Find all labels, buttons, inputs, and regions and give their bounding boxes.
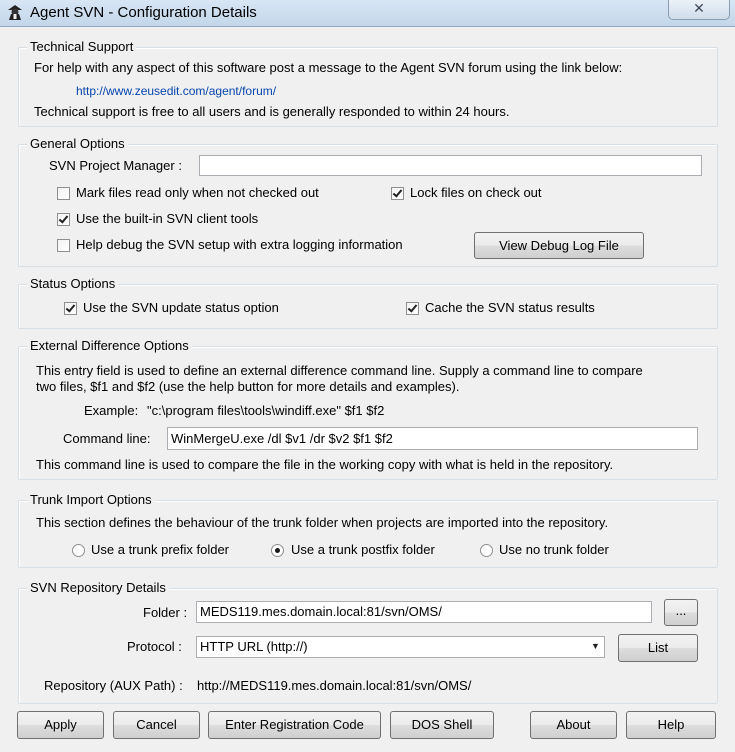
debug-logging-checkbox[interactable] (57, 239, 70, 252)
title-bar (0, 0, 735, 26)
forum-link[interactable]: http://www.zeusedit.com/agent/forum/ (76, 84, 277, 98)
browse-folder-button[interactable]: ... (664, 599, 698, 626)
general-options-group (18, 136, 718, 267)
dos-shell-button[interactable]: DOS Shell (390, 711, 494, 739)
chevron-down-icon[interactable]: ▼ (586, 637, 604, 655)
lock-on-checkout-checkbox[interactable] (391, 187, 404, 200)
trunk-prefix-label: Use a trunk prefix folder (91, 542, 230, 557)
diff-description-line2: two files, $f1 and $f2 (use the help button for more details and examples). (36, 379, 460, 394)
debug-logging-label: Help debug the SVN setup with extra logging information (76, 237, 403, 252)
general-options-legend: General Options (27, 136, 128, 152)
folder-input[interactable]: MEDS119.mes.domain.local:81/svn/OMS/ (196, 601, 652, 623)
external-diff-group (18, 338, 718, 480)
agent-app-icon (6, 3, 24, 21)
technical-support-legend: Technical Support (27, 39, 136, 55)
technical-support-group (18, 39, 718, 127)
list-button[interactable]: List (618, 634, 698, 662)
trunk-import-group (18, 492, 718, 568)
status-options-group (18, 276, 718, 329)
view-debug-log-button[interactable]: View Debug Log File (474, 232, 644, 259)
mark-read-only-label: Mark files read only when not checked out (76, 185, 319, 200)
aux-path-label: Repository (AUX Path) : (44, 678, 183, 693)
protocol-label: Protocol : (127, 639, 182, 654)
protocol-select-value: HTTP URL (http://) (200, 639, 308, 654)
project-manager-input[interactable] (199, 155, 702, 176)
cache-status-checkbox[interactable] (406, 302, 419, 315)
mark-read-only-checkbox[interactable] (57, 187, 70, 200)
example-label: Example: (84, 403, 139, 418)
cache-status-label: Cache the SVN status results (425, 300, 595, 315)
external-diff-legend: External Difference Options (27, 338, 192, 354)
dialog-client (0, 26, 735, 752)
trunk-import-description: This section defines the behaviour of the trunk folder when projects are imported into the repository. (36, 515, 609, 530)
repository-group (18, 580, 718, 704)
no-trunk-label: Use no trunk folder (499, 542, 609, 557)
trunk-postfix-radio[interactable] (271, 544, 284, 557)
no-trunk-radio[interactable] (480, 544, 493, 557)
enter-registration-code-button[interactable]: Enter Registration Code (208, 711, 381, 739)
builtin-tools-checkbox[interactable] (57, 213, 70, 226)
folder-label: Folder : (143, 605, 188, 620)
trunk-prefix-radio[interactable] (72, 544, 85, 557)
trunk-import-legend: Trunk Import Options (27, 492, 155, 508)
trunk-postfix-label: Use a trunk postfix folder (291, 542, 435, 557)
diff-description-line1: This entry field is used to define an external difference command line. Supply a command line to compare (36, 363, 643, 378)
status-options-legend: Status Options (27, 276, 118, 292)
apply-button[interactable]: Apply (17, 711, 104, 739)
update-status-label: Use the SVN update status option (83, 300, 279, 315)
help-button[interactable]: Help (626, 711, 716, 739)
diff-footer-text: This command line is used to compare the file in the working copy with what is held in the repository. (36, 457, 614, 472)
aux-path-value: http://MEDS119.mes.domain.local:81/svn/OMS/ (197, 678, 472, 693)
example-value: "c:\program files\tools\windiff.exe" $f1 $f2 (147, 403, 385, 418)
builtin-tools-label: Use the built-in SVN client tools (76, 211, 259, 226)
about-button[interactable]: About (530, 711, 617, 739)
support-intro-text: For help with any aspect of this software post a message to the Agent SVN forum using the link below: (34, 60, 623, 75)
window-title: Agent SVN - Configuration Details (30, 4, 257, 21)
project-manager-label: SVN Project Manager : (49, 158, 182, 173)
command-line-label: Command line: (63, 431, 151, 446)
support-note-text: Technical support is free to all users and is generally responded to within 24 hours. (34, 104, 510, 119)
close-icon: ✕ (693, 0, 705, 16)
repository-legend: SVN Repository Details (27, 580, 169, 596)
close-button[interactable] (668, 0, 730, 20)
cancel-button[interactable]: Cancel (113, 711, 200, 739)
protocol-select[interactable] (196, 636, 605, 658)
command-line-input[interactable]: WinMergeU.exe /dl $v1 /dr $v2 $f1 $f2 (167, 427, 698, 450)
update-status-checkbox[interactable] (64, 302, 77, 315)
lock-on-checkout-label: Lock files on check out (410, 185, 542, 200)
